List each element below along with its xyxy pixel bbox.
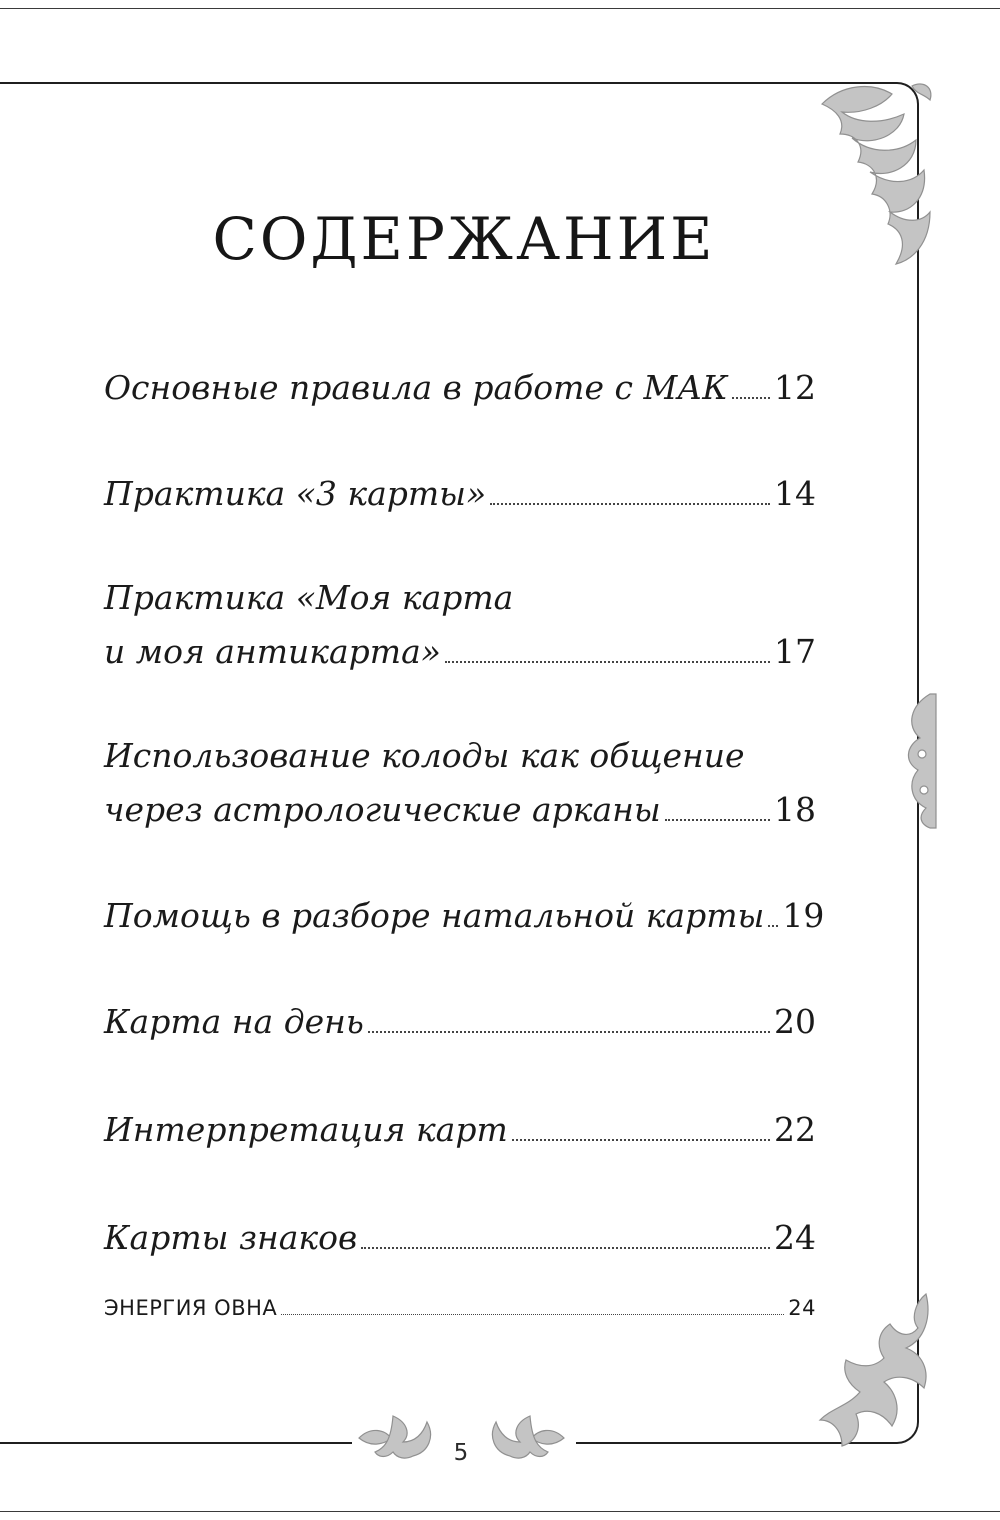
toc-leader-dots <box>665 819 770 821</box>
toc-entry-title: Практика «3 карты» <box>104 474 487 513</box>
toc-subentry-aries-energy <box>104 1296 816 1320</box>
toc-entry-title: Использование колоды как общение <box>104 736 745 775</box>
toc-entry-title: Основные правила в работе с МАК <box>104 368 728 407</box>
toc-entry-deck-usage-line-2 <box>104 790 816 829</box>
toc-entry-deck-usage-line-1 <box>104 736 816 775</box>
toc-entry-title: Интерпретация карт <box>104 1110 508 1149</box>
toc-subentry-page: 24 <box>788 1296 816 1320</box>
toc-entry-sign-cards <box>104 1218 816 1257</box>
toc-entry-title: и моя антикарта» <box>104 632 441 671</box>
toc-entry-title: через астрологические арканы <box>104 790 661 829</box>
toc-entry-card-of-day <box>104 1002 816 1041</box>
toc-entry-title: Карта на день <box>104 1002 364 1041</box>
page-title: СОДЕРЖАНИЕ <box>212 205 716 273</box>
toc-entry-my-card-line-2 <box>104 632 816 671</box>
toc-leader-dots <box>732 397 770 399</box>
toc-entry-page: 22 <box>774 1110 816 1149</box>
toc-entry-natal-chart <box>104 896 825 935</box>
bottom-rule <box>0 1511 1000 1512</box>
toc-leader-dots <box>368 1031 770 1033</box>
toc-entry-practice-3-cards <box>104 474 816 513</box>
toc-entry-title: Помощь в разборе натальной карты <box>104 896 765 935</box>
top-rule <box>0 8 1000 9</box>
toc-subentry-title: ЭНЕРГИЯ ОВНА <box>104 1296 278 1320</box>
toc-entry-interpretation <box>104 1110 816 1149</box>
toc-leader-dots <box>490 503 770 505</box>
toc-entry-my-card-line-1 <box>104 578 816 617</box>
toc-entry-page: 24 <box>774 1218 816 1257</box>
toc-leader-dots <box>768 925 778 927</box>
toc-entry-title: Практика «Моя карта <box>104 578 514 617</box>
toc-entry-page: 17 <box>774 632 816 671</box>
flourish-ornament-right-middle <box>900 690 938 830</box>
flourish-ornament-bottom-right <box>812 1288 938 1452</box>
toc-leader-dots <box>281 1314 784 1315</box>
flourish-ornament-bottom-left-of-number <box>357 1412 435 1462</box>
toc-entry-page: 20 <box>774 1002 816 1041</box>
flourish-ornament-bottom-right-of-number <box>488 1412 566 1462</box>
toc-entry-page: 18 <box>774 790 816 829</box>
toc-entry-title: Карты знаков <box>104 1218 358 1257</box>
toc-entry-page: 12 <box>774 368 816 407</box>
toc-entry-page: 14 <box>774 474 816 513</box>
toc-leader-dots <box>445 661 770 663</box>
page-number: 5 <box>453 1440 469 1466</box>
toc-entry-main-rules <box>104 368 816 407</box>
toc-entry-page: 19 <box>782 896 825 935</box>
toc-leader-dots <box>512 1139 770 1141</box>
toc-leader-dots <box>361 1247 770 1249</box>
